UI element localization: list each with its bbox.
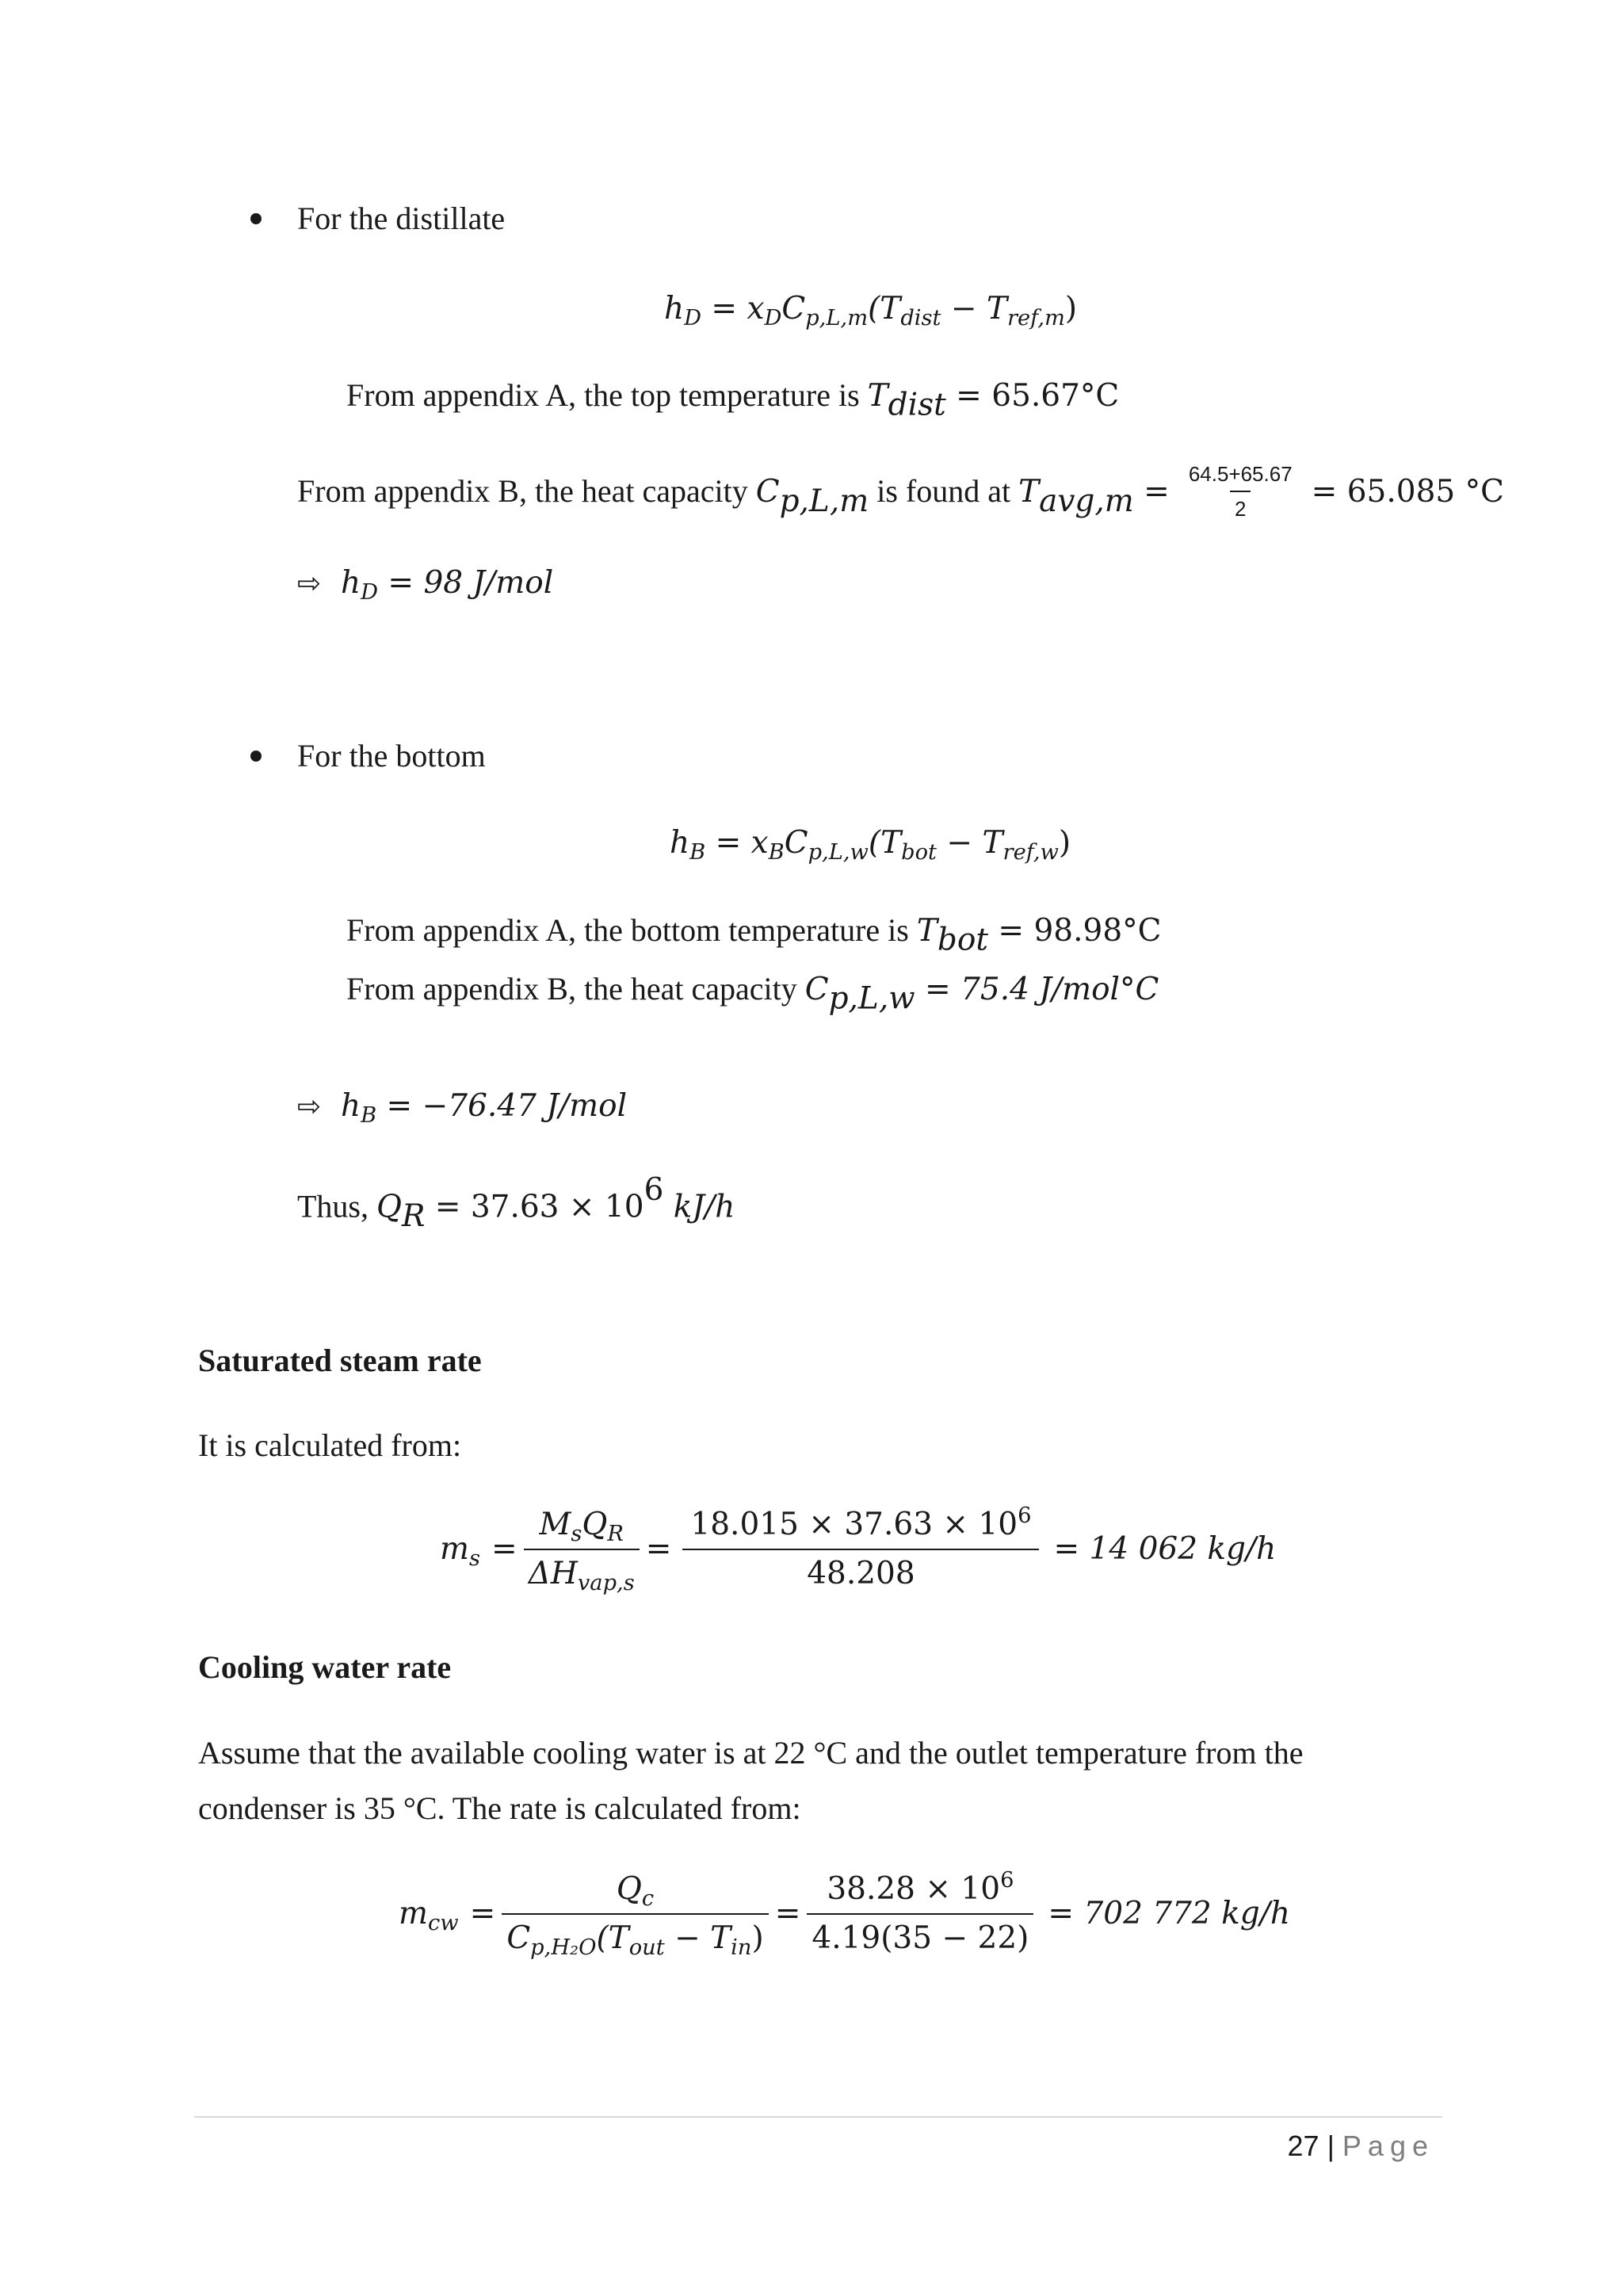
- eq-subscript: R: [607, 1522, 624, 1547]
- steam-rate-equation: [440, 1503, 1277, 1596]
- result-value: = 98 J/mol: [377, 565, 554, 601]
- implies-arrow-icon: ⇨: [297, 567, 322, 600]
- eq-value: 4.19(35 − 22): [807, 1913, 1033, 1958]
- eq-subscript: p,L,m: [805, 306, 869, 331]
- eq-symbol: h: [670, 825, 690, 861]
- cooling-fraction-symbolic: [502, 1870, 768, 1961]
- equation-h-distillate: [664, 290, 1078, 331]
- distillate-heat-capacity-line: [297, 462, 1504, 521]
- eq-exponent: 6: [1018, 1503, 1032, 1528]
- steam-fraction-numeric: [682, 1503, 1039, 1593]
- eq-value: 38.28 × 10: [827, 1871, 1001, 1907]
- eq-symbol: m: [440, 1531, 469, 1567]
- eq-subscript: D: [684, 306, 702, 331]
- eq-subscript: cw: [427, 1911, 459, 1936]
- line-text: From appendix A, the top temperature is: [346, 377, 868, 413]
- line-subscript: bot: [937, 922, 989, 958]
- cooling-fraction-numeric: [807, 1870, 1033, 1958]
- eq-symbol: (T: [596, 1920, 629, 1956]
- reboiler-duty-line: [297, 1171, 735, 1236]
- line-value: = 75.4 J/mol°C: [915, 972, 1159, 1007]
- eq-equals: =: [645, 1531, 672, 1567]
- eq-value: 18.015 × 37.63 × 10: [690, 1507, 1018, 1542]
- eq-symbol: m: [399, 1896, 428, 1931]
- eq-symbol: (T: [868, 825, 902, 861]
- eq-subscript: s: [468, 1546, 480, 1572]
- line-symbol: T: [867, 378, 888, 414]
- page-separator: |: [1327, 2130, 1335, 2162]
- eq-subscript: in: [731, 1935, 752, 1961]
- line-text: From appendix A, the bottom temperature is: [346, 912, 917, 948]
- eq-symbol: C: [506, 1920, 531, 1956]
- eq-subscript: dist: [900, 306, 941, 331]
- line-value: = 65.67°C: [945, 378, 1120, 414]
- eq-subscript: D: [764, 306, 782, 331]
- eq-subscript: ref,m: [1006, 306, 1065, 331]
- line-subscript: R: [401, 1198, 426, 1235]
- eq-subscript: B: [689, 840, 706, 865]
- bullet-bottom: [250, 751, 262, 762]
- line-text: From appendix B, the heat capacity: [346, 971, 805, 1007]
- line-result: = 65.085 °C: [1311, 474, 1504, 510]
- line-symbol: Q: [376, 1189, 402, 1225]
- eq-symbol: ): [1058, 825, 1071, 861]
- eq-symbol: Q: [616, 1871, 642, 1907]
- eq-symbol: = x: [715, 825, 769, 861]
- eq-subscript: B: [768, 840, 785, 865]
- line-symbol: T: [1018, 474, 1040, 510]
- result-value: = −76.47 J/mol: [376, 1088, 628, 1124]
- bullet-label-distillate: For the distillate: [297, 201, 506, 236]
- fraction-denominator: 2: [1230, 491, 1251, 521]
- bottom-result: [297, 1087, 628, 1129]
- eq-value: 48.208: [682, 1549, 1039, 1593]
- eq-symbol: ): [751, 1920, 764, 1956]
- distillate-result: [297, 564, 554, 606]
- eq-symbol: = x: [711, 291, 765, 327]
- line-unit: kJ/h: [663, 1189, 735, 1225]
- eq-symbol: C: [781, 291, 806, 327]
- eq-equals: =: [469, 1896, 496, 1931]
- bottom-heat-capacity-line: [346, 970, 1159, 1018]
- eq-symbol: C: [784, 825, 808, 861]
- line-exponent: 6: [643, 1172, 664, 1208]
- line-text: Thus,: [297, 1188, 376, 1224]
- line-text: is found at: [869, 473, 1019, 510]
- result-symbol: h: [340, 565, 361, 601]
- eq-subscript: p,H₂O: [530, 1935, 597, 1961]
- heading-saturated-steam-rate: Saturated steam rate: [198, 1343, 482, 1378]
- steam-intro: It is calculated from:: [198, 1427, 462, 1463]
- cooling-rate-equation: [399, 1868, 1290, 1961]
- eq-symbol: − T: [937, 825, 1003, 861]
- eq-equals: =: [491, 1531, 517, 1567]
- line-value: = 37.63 × 10: [425, 1189, 644, 1225]
- eq-equals: =: [774, 1896, 801, 1931]
- eq-subscript: vap,s: [577, 1571, 635, 1596]
- equation-h-bottom: [670, 824, 1071, 865]
- distillate-top-temperature-line: [346, 376, 1119, 425]
- eq-symbol: (T: [868, 291, 901, 327]
- line-value: = 98.98°C: [988, 913, 1162, 949]
- line-subscript: p,L,m: [779, 483, 869, 519]
- line-symbol: T: [916, 913, 938, 949]
- eq-result: = 14 062 kg/h: [1053, 1531, 1277, 1567]
- page-number: [1288, 2129, 1434, 2164]
- implies-arrow-icon: ⇨: [297, 1091, 322, 1123]
- eq-subscript: out: [628, 1935, 665, 1961]
- result-subscript: B: [361, 1103, 377, 1129]
- eq-symbol: h: [664, 291, 685, 327]
- eq-subscript: ref,w: [1002, 840, 1059, 865]
- eq-symbol: − T: [664, 1920, 731, 1956]
- line-subscript: p,L,w: [828, 980, 915, 1017]
- eq-subscript: c: [641, 1886, 655, 1912]
- eq-symbol: ΔH: [528, 1556, 578, 1591]
- line-text: From appendix B, the heat capacity: [297, 473, 756, 510]
- page-label: Page: [1342, 2130, 1434, 2162]
- result-subscript: D: [361, 580, 378, 606]
- eq-symbol: − T: [941, 291, 1007, 327]
- eq-symbol: ): [1064, 291, 1078, 327]
- bottom-temperature-line: [346, 911, 1161, 960]
- eq-symbol: Q: [582, 1507, 608, 1542]
- result-symbol: h: [340, 1088, 361, 1124]
- bullet-distillate: [250, 213, 262, 224]
- line-symbol: C: [804, 972, 829, 1007]
- bullet-label-bottom: For the bottom: [297, 738, 486, 774]
- footer-divider: [194, 2116, 1442, 2118]
- page-number-value: 27: [1287, 2130, 1319, 2162]
- cooling-paragraph-line-1: Assume that the available cooling water is at 22 °C and the outlet temperature from the: [198, 1735, 1304, 1771]
- heading-cooling-water-rate: Cooling water rate: [198, 1649, 452, 1685]
- line-equals: =: [1133, 474, 1170, 510]
- fraction-numerator: 64.5+65.67: [1188, 462, 1293, 486]
- eq-subscript: s: [571, 1522, 582, 1547]
- avg-temperature-fraction: [1184, 462, 1297, 521]
- line-subscript: avg,m: [1039, 483, 1134, 519]
- eq-exponent: 6: [1000, 1868, 1014, 1893]
- steam-fraction-symbolic: [524, 1506, 640, 1596]
- eq-result: = 702 772 kg/h: [1048, 1896, 1290, 1931]
- line-subscript: dist: [888, 387, 946, 423]
- eq-symbol: M: [539, 1507, 571, 1542]
- line-symbol: C: [755, 474, 780, 510]
- eq-subscript: bot: [901, 840, 938, 865]
- cooling-paragraph-line-2: condenser is 35 °C. The rate is calculated from:: [198, 1790, 801, 1826]
- eq-subscript: p,L,w: [808, 840, 869, 865]
